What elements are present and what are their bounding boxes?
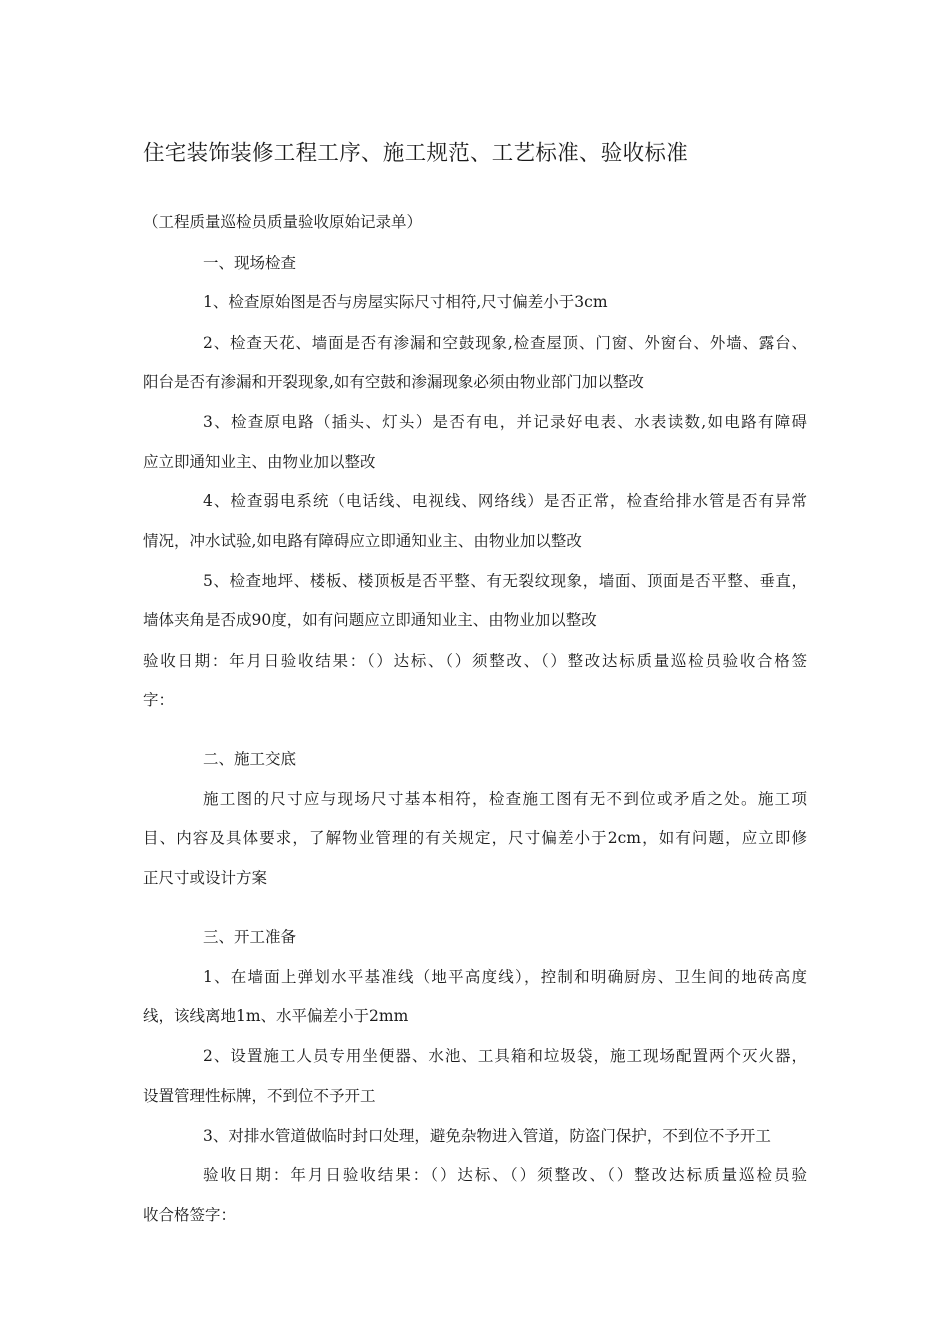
paragraph-line: 5、检查地坪、楼板、楼顶板是否平整、有无裂纹现象，墙面、顶面是否平整、垂直， [203, 572, 807, 590]
paragraph-line: 应立即通知业主、由物业加以整改 [143, 453, 376, 471]
paragraph-line: 墙体夹角是否成90度，如有问题应立即通知业主、由物业加以整改 [143, 611, 597, 629]
paragraph-line: 3、对排水管道做临时封口处理，避免杂物进入管道，防盗门保护，不到位不予开工 [203, 1127, 771, 1145]
section-heading-start-preparation: 三、开工准备 [203, 928, 297, 946]
section-heading-site-inspection: 一、现场检查 [203, 254, 297, 272]
paragraph-line: 情况，冲水试验,如电路有障碍应立即通知业主、由物业加以整改 [143, 532, 582, 550]
section-heading-construction-briefing: 二、施工交底 [203, 750, 297, 768]
paragraph-line: 1、检查原始图是否与房屋实际尺寸相符,尺寸偏差小于3cm [203, 293, 608, 311]
paragraph-line: 2、检查天花、墙面是否有渗漏和空鼓现象,检查屋顶、门窗、外窗台、外墙、露台、 [203, 334, 807, 352]
acceptance-signature-label: 收合格签字： [143, 1206, 237, 1224]
paragraph-line: 1、在墙面上弹划水平基准线（地平高度线），控制和明确厨房、卫生间的地砖高度 [203, 968, 807, 986]
paragraph-line: 正尺寸或设计方案 [143, 869, 268, 887]
document-title: 住宅装饰装修工程工序、施工规范、工艺标准、验收标准 [143, 141, 689, 166]
paragraph-line: 2、设置施工人员专用坐便器、水池、工具箱和垃圾袋，施工现场配置两个灭火器， [203, 1047, 807, 1065]
acceptance-signature-label: 字： [143, 691, 175, 709]
paragraph-line: 目、内容及具体要求，了解物业管理的有关规定，尺寸偏差小于2cm，如有问题，应立即修 [143, 829, 807, 847]
paragraph-line: 阳台是否有渗漏和开裂现象,如有空鼓和渗漏现象必须由物业部门加以整改 [143, 373, 644, 391]
acceptance-record: 验收日期：年月日验收结果：（）达标、（）须整改、（）整改达标质量巡检员验收合格签 [143, 652, 807, 670]
acceptance-record: 验收日期：年月日验收结果：（）达标、（）须整改、（）整改达标质量巡检员验 [203, 1166, 807, 1184]
document-subtitle: （工程质量巡检员质量验收原始记录单） [143, 213, 423, 231]
paragraph-line: 设置管理性标牌，不到位不予开工 [143, 1087, 376, 1105]
paragraph-line: 施工图的尺寸应与现场尺寸基本相符，检查施工图有无不到位或矛盾之处。施工项 [203, 790, 807, 808]
paragraph-line: 4、检查弱电系统（电话线、电视线、网络线）是否正常，检查给排水管是否有异常 [203, 492, 807, 510]
paragraph-line: 线，该线离地1m、水平偏差小于2mm [143, 1007, 409, 1025]
paragraph-line: 3、检查原电路（插头、灯头）是否有电，并记录好电表、水表读数,如电路有障碍 [203, 413, 807, 431]
